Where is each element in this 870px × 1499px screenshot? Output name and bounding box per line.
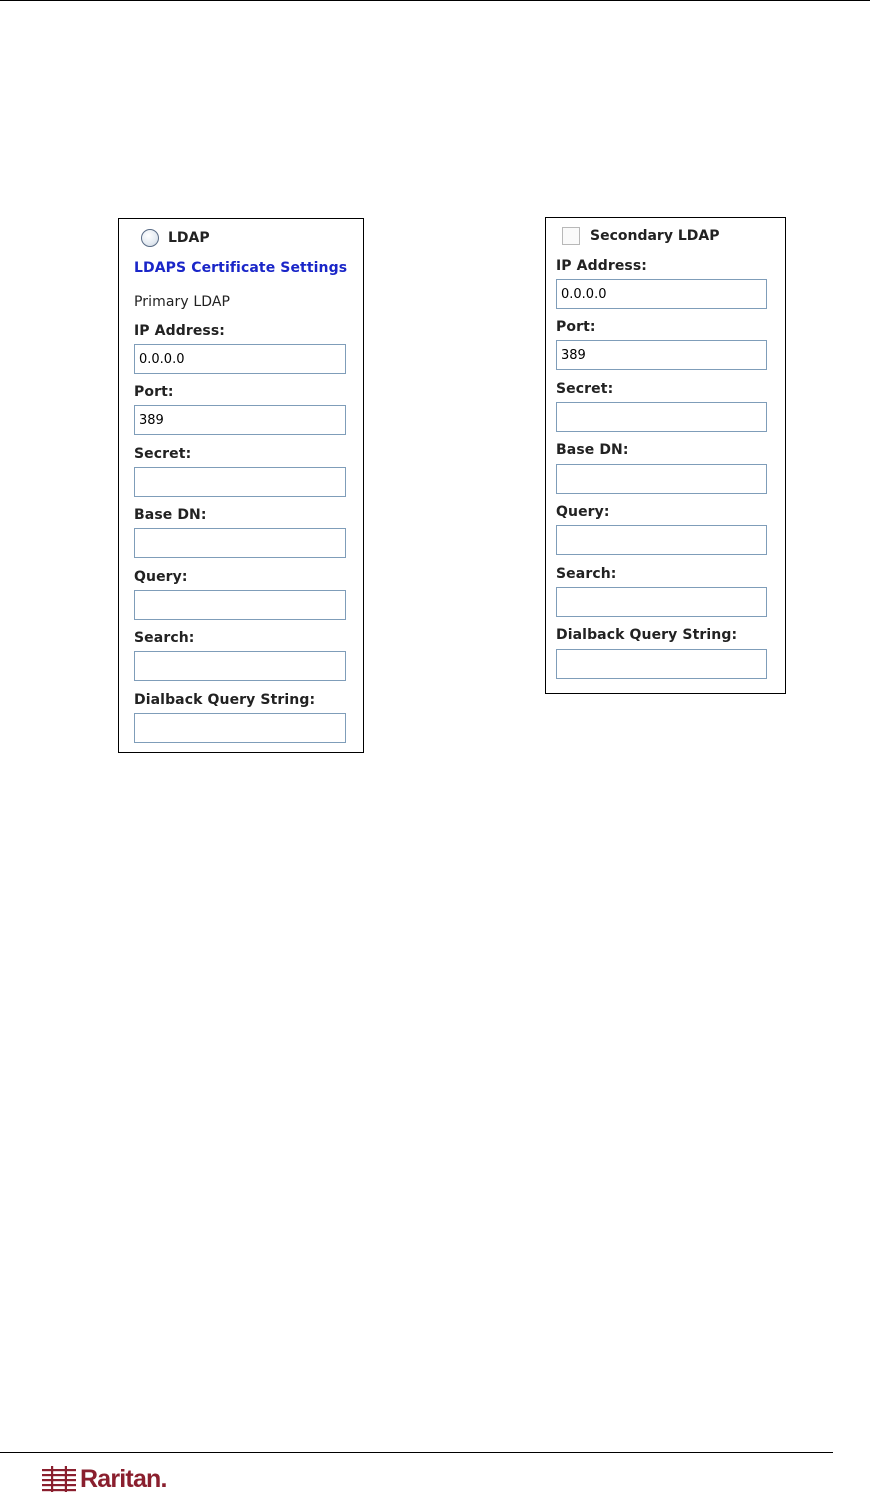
secondary-ldap-checkbox-label: Secondary LDAP — [590, 228, 720, 244]
raritan-logo-icon — [42, 1466, 76, 1492]
header-rule — [0, 0, 870, 1]
primary-ip-label: IP Address: — [134, 323, 225, 339]
secondary-ip-label: IP Address: — [556, 258, 647, 274]
primary-dialback-label: Dialback Query String: — [134, 692, 316, 708]
secondary-secret-label: Secret: — [556, 381, 614, 397]
secondary-dialback-label: Dialback Query String: — [556, 627, 738, 643]
primary-dialback-input[interactable] — [134, 713, 346, 743]
ldap-radio-row[interactable] — [141, 229, 210, 247]
raritan-brand-text: Raritan. — [80, 1464, 167, 1493]
secondary-query-label: Query: — [556, 504, 610, 520]
primary-query-input[interactable] — [134, 590, 346, 620]
ldap-radio-label: LDAP — [168, 230, 210, 246]
primary-ldap-panel — [118, 218, 364, 753]
secondary-search-label: Search: — [556, 566, 617, 582]
secondary-port-input[interactable] — [556, 340, 767, 370]
ldaps-certificate-settings-link[interactable]: LDAPS Certificate Settings — [134, 260, 348, 276]
footer-rule — [0, 1452, 833, 1453]
secondary-ldap-checkbox[interactable] — [562, 227, 580, 245]
secondary-ldap-checkbox-row[interactable] — [562, 227, 719, 245]
primary-base-dn-label: Base DN: — [134, 507, 207, 523]
secondary-dialback-input[interactable] — [556, 649, 767, 679]
primary-port-label: Port: — [134, 384, 174, 400]
primary-port-input[interactable] — [134, 405, 346, 435]
secondary-ldap-panel — [545, 217, 786, 694]
secondary-port-label: Port: — [556, 319, 596, 335]
secondary-ip-input[interactable] — [556, 279, 767, 309]
primary-secret-input[interactable] — [134, 467, 346, 497]
secondary-base-dn-input[interactable] — [556, 464, 767, 494]
primary-ldap-title: Primary LDAP — [134, 294, 231, 310]
primary-secret-label: Secret: — [134, 446, 192, 462]
secondary-base-dn-label: Base DN: — [556, 442, 629, 458]
secondary-search-input[interactable] — [556, 587, 767, 617]
primary-query-label: Query: — [134, 569, 188, 585]
primary-base-dn-input[interactable] — [134, 528, 346, 558]
secondary-secret-input[interactable] — [556, 402, 767, 432]
raritan-logo — [42, 1462, 167, 1496]
primary-search-input[interactable] — [134, 651, 346, 681]
primary-search-label: Search: — [134, 630, 195, 646]
ldap-radio-button[interactable] — [141, 229, 159, 247]
secondary-query-input[interactable] — [556, 525, 767, 555]
primary-ip-input[interactable] — [134, 344, 346, 374]
